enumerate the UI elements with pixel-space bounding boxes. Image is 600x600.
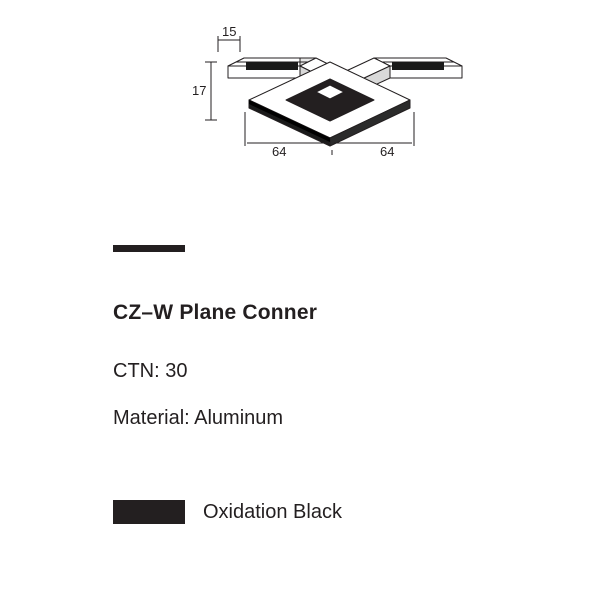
connector-drawing-body	[228, 58, 462, 146]
finish-color-swatch	[113, 500, 185, 524]
section-divider	[113, 245, 185, 252]
dimension-height-left	[205, 62, 217, 120]
finish-option	[113, 500, 342, 524]
page-title: CZ–W Plane Conner	[113, 301, 318, 324]
dimension-label-height-left: 17	[192, 83, 207, 98]
product-info	[113, 300, 583, 453]
technical-drawing	[0, 0, 600, 200]
spec-material: Material: Aluminum	[113, 407, 284, 430]
dimension-label-length-front-left: 64	[272, 144, 287, 159]
dimension-label-width-top: 15	[222, 24, 237, 39]
finish-label: Oxidation Black	[203, 501, 342, 523]
spec-ctn: CTN: 30	[113, 360, 188, 383]
dimension-label-length-front-right: 64	[380, 144, 395, 159]
